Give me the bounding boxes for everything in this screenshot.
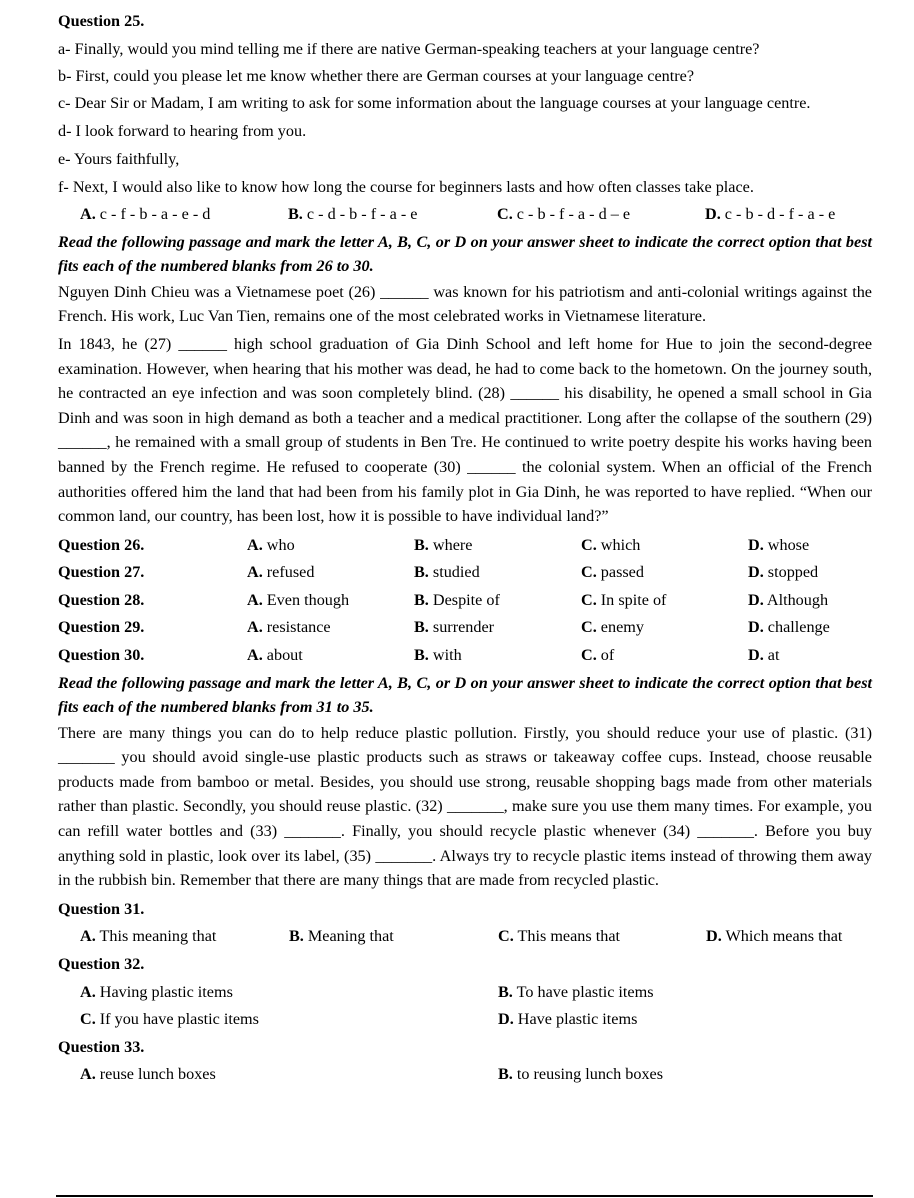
- exam-page: [58, 8, 872, 1089]
- q30-option-d[interactable]: D. at: [748, 646, 780, 665]
- q28-option-a[interactable]: A. Even though: [247, 590, 350, 609]
- question-30-title: Question 30.: [58, 646, 145, 665]
- q26-option-b[interactable]: B. where: [414, 535, 473, 554]
- q26-option-c[interactable]: C. which: [581, 535, 641, 554]
- question-25-title: Question 25.: [58, 12, 145, 30]
- q25-option-a[interactable]: A. c - f - b - a - e - d: [80, 205, 211, 224]
- q32-option-b[interactable]: B. To have plastic items: [498, 982, 654, 1001]
- q25-option-c[interactable]: C. c - b - f - a - d – e: [497, 205, 631, 224]
- question-31-title: Question 31.: [58, 899, 145, 918]
- q25-sentence-f: f- Next, I would also like to know how long the course for beginners lasts and how often classes take place.: [58, 177, 754, 196]
- q29-option-b[interactable]: B. surrender: [414, 618, 495, 637]
- q25-sentence-d: d- I look forward to hearing from you.: [58, 122, 307, 141]
- q32-option-c[interactable]: C. If you have plastic items: [80, 1010, 259, 1029]
- question-32-title: Question 32.: [58, 955, 145, 973]
- question-26-title: Question 26.: [58, 535, 145, 554]
- q30-option-c[interactable]: C. of: [581, 646, 615, 665]
- q27-option-d[interactable]: D. stopped: [748, 563, 819, 582]
- q26-option-d[interactable]: D. whose: [748, 535, 810, 554]
- q33-options: [58, 1061, 872, 1089]
- q25-sentence-b: b- First, could you please let me know whether there are German courses at your language centre?: [58, 67, 695, 86]
- q26-option-a[interactable]: A. who: [247, 535, 295, 554]
- q33-option-a[interactable]: A. reuse lunch boxes: [80, 1065, 216, 1084]
- q31-option-a[interactable]: A. This meaning that: [80, 927, 217, 946]
- q32-option-a[interactable]: A. Having plastic items: [80, 982, 233, 1001]
- passage-31-paragraph: There are many things you can do to help reduce plastic pollution. Firstly, you should reduce your use of plastic. (31) _______ you should avoid single-use plastic products such as straws or takeaway coffee cups. Instead, choose reusable products made from bamboo or metal. Besides, you should use strong, reusable shopping bags made from other materials rather than plastic. Secondly, you should reuse plastic. (32) _______, make sure you use them many times. For example, you can refill water bottles and (33) _______. Finally, you should recycle plastic whenever (34) _______. Before you buy anything sold in plastic, look over its label, (35) _______. Always try to recycle plastic items instead of throwing them away in the rubbish bin. Remember that there are many things that are made from recycled plastic.: [58, 723, 872, 890]
- q28-option-c[interactable]: C. In spite of: [581, 590, 667, 609]
- section-31-35-instruction: Read the following passage and mark the letter A, B, C, or D on your answer sheet to indicate the correct option that best fits each of the numbered blanks from 31 to 35.: [58, 673, 872, 716]
- q30-option-a[interactable]: A. about: [247, 646, 303, 665]
- q29-option-a[interactable]: A. resistance: [247, 618, 331, 637]
- q32-option-d[interactable]: D. Have plastic items: [498, 1010, 638, 1029]
- q31-options: [58, 923, 872, 951]
- q31-option-d[interactable]: D. Which means that: [706, 927, 843, 946]
- q25-sentence-c: c- Dear Sir or Madam, I am writing to ask for some information about the language courses at your language centre.: [58, 93, 811, 112]
- q31-option-b[interactable]: B. Meaning that: [289, 927, 394, 946]
- question-28-title: Question 28.: [58, 590, 145, 609]
- page-bottom-rule: [56, 1195, 873, 1197]
- q28-option-b[interactable]: B. Despite of: [414, 590, 500, 609]
- passage-26-paragraph-2: In 1843, he (27) ______ high school graduation of Gia Dinh School and left home for Hue to join the second-degree examination. However, when hearing that his mother was dead, he had to come back to the hometown. On the journey south, he contracted an eye infection and was soon completely blind. (28) ______ his disability, he opened a small school in Gia Dinh and was soon in high demand as both a teacher and a medical practitioner. Long after the collapse of the southern (29) ______, he remained with a small group of students in Ben Tre. He continued to write poetry despite his works having been banned by the French regime. He refused to cooperate (30) ______ the colonial system. When an official of the French authorities offered him the land that had been from his family plot in Gia Dinh, he was reported to have replied. “When our common land, our country, has been lost, how it is possible to have individual land?”: [58, 334, 872, 526]
- q28-option-d[interactable]: D. Although: [748, 590, 829, 609]
- q27-option-b[interactable]: B. studied: [414, 563, 480, 582]
- q27-option-c[interactable]: C. passed: [581, 563, 644, 582]
- q25-sentence-a: a- Finally, would you mind telling me if there are native German-speaking teachers at your language centre?: [58, 39, 760, 58]
- section-26-30-instruction: Read the following passage and mark the letter A, B, C, or D on your answer sheet to indicate the correct option that best fits each of the numbered blanks from 26 to 30.: [58, 232, 872, 275]
- question-29-title: Question 29.: [58, 618, 145, 637]
- q29-option-c[interactable]: C. enemy: [581, 618, 644, 637]
- q33-option-b[interactable]: B. to reusing lunch boxes: [498, 1065, 664, 1084]
- passage-26-paragraph-1: Nguyen Dinh Chieu was a Vietnamese poet (26) ______ was known for his patriotism and anti-colonial writings against the French. His work, Luc Van Tien, remains one of the most celebrated works in Vietnamese literature.: [58, 282, 872, 326]
- q25-option-d[interactable]: D. c - b - d - f - a - e: [705, 205, 836, 224]
- q31-option-c[interactable]: C. This means that: [498, 927, 621, 946]
- q27-option-a[interactable]: A. refused: [247, 563, 315, 582]
- question-27-title: Question 27.: [58, 563, 145, 582]
- q25-sentence-e: e- Yours faithfully,: [58, 149, 180, 168]
- q25-options: [58, 201, 872, 229]
- question-33-title: Question 33.: [58, 1037, 145, 1056]
- q25-option-b[interactable]: B. c - d - b - f - a - e: [288, 205, 418, 224]
- questions-26-30-grid: [58, 532, 872, 670]
- q32-options: [58, 979, 872, 1034]
- q29-option-d[interactable]: D. challenge: [748, 618, 830, 637]
- q30-option-b[interactable]: B. with: [414, 646, 462, 665]
